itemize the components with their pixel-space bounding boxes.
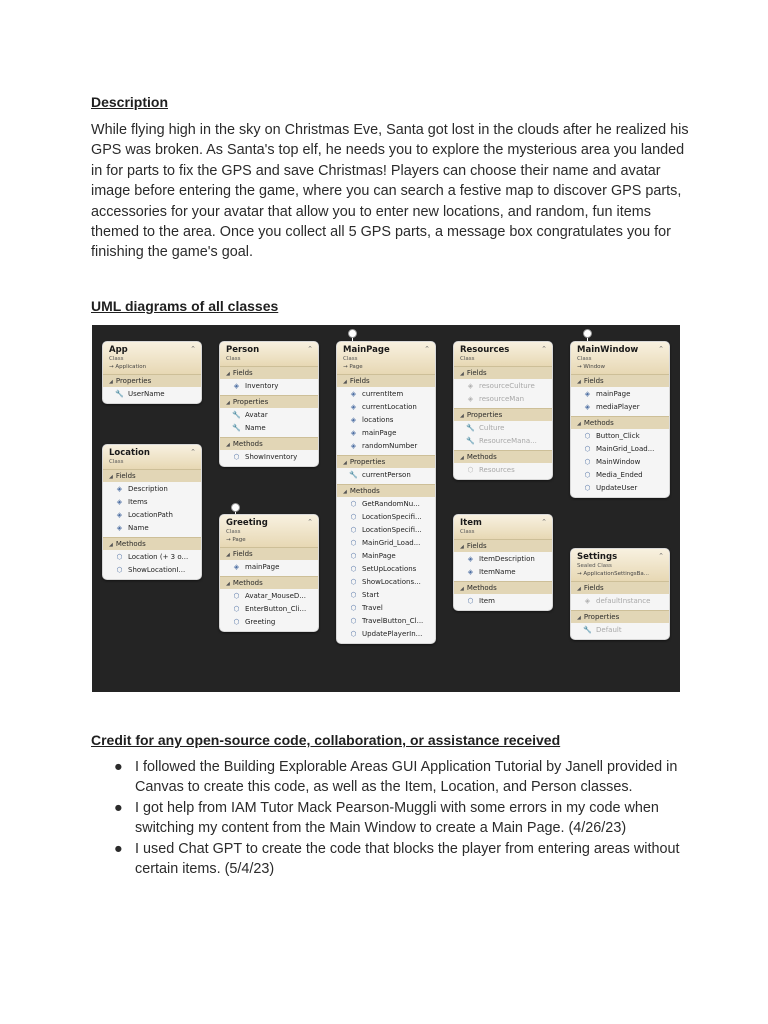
- class-box-person[interactable]: [219, 341, 319, 467]
- member-label: Media_Ended: [596, 471, 643, 479]
- expand-triangle-icon: ◢: [109, 542, 113, 548]
- field-icon: ◈: [467, 555, 474, 563]
- class-kind: Class: [226, 529, 241, 535]
- expand-triangle-icon: ◢: [460, 586, 464, 592]
- section-title: Methods: [466, 453, 497, 461]
- member-label: ItemDescription: [479, 555, 535, 563]
- section-title: Fields: [115, 472, 136, 480]
- section-title: Methods: [232, 579, 263, 587]
- class-name: Greeting: [226, 518, 268, 528]
- member-label: currentPerson: [362, 471, 411, 479]
- expand-triangle-icon: ◢: [460, 544, 464, 550]
- section-header[interactable]: [220, 366, 318, 379]
- section-title: Methods: [115, 540, 146, 548]
- member-label: Button_Click: [596, 432, 640, 440]
- member-list: [220, 560, 318, 576]
- expand-triangle-icon: ◢: [577, 379, 581, 385]
- expand-triangle-icon: ◢: [460, 371, 464, 377]
- method-icon: ⬡: [233, 618, 240, 626]
- wrench-icon: 🔧: [583, 626, 592, 634]
- class-base-type: → ApplicationSettingsBa...: [577, 571, 650, 577]
- method-icon: ⬡: [350, 500, 357, 508]
- section-title: Fields: [466, 542, 487, 550]
- wrench-icon: 🔧: [466, 437, 475, 445]
- section-header[interactable]: [571, 416, 669, 429]
- member-label: ItemName: [479, 568, 516, 576]
- class-kind: Class: [460, 529, 475, 535]
- wrench-icon: 🔧: [115, 390, 124, 398]
- member-row[interactable]: [220, 409, 318, 422]
- uml-heading: UML diagrams of all classes: [91, 298, 279, 314]
- method-icon: ⬡: [233, 605, 240, 613]
- class-kind: Class: [343, 356, 358, 362]
- member-row[interactable]: [337, 388, 435, 401]
- member-label: Culture: [479, 424, 505, 432]
- member-list: [454, 552, 552, 581]
- member-label: TravelButton_Cl...: [362, 617, 424, 625]
- class-kind: Class: [577, 356, 592, 362]
- pin-icon: [348, 329, 357, 338]
- member-list: [220, 379, 318, 395]
- member-label: SetUpLocations: [362, 565, 417, 573]
- member-row[interactable]: [454, 464, 552, 477]
- section-header[interactable]: [337, 374, 435, 387]
- field-icon: ◈: [116, 485, 123, 493]
- method-icon: ⬡: [116, 566, 123, 574]
- member-label: Travel: [362, 604, 383, 612]
- method-icon: ⬡: [584, 432, 591, 440]
- wrench-icon: 🔧: [232, 424, 241, 432]
- member-row[interactable]: [337, 414, 435, 427]
- member-row[interactable]: [337, 589, 435, 602]
- member-label: Greeting: [245, 618, 276, 626]
- section-title: Methods: [232, 440, 263, 448]
- class-box-item[interactable]: [453, 514, 553, 611]
- member-row[interactable]: [454, 595, 552, 608]
- expand-triangle-icon: ◢: [577, 421, 581, 427]
- class-name: MainWindow: [577, 345, 639, 355]
- field-icon: ◈: [350, 416, 357, 424]
- member-list: [454, 594, 552, 610]
- class-box-app[interactable]: [102, 341, 202, 404]
- field-icon: ◈: [233, 382, 240, 390]
- collapse-chevron-icon[interactable]: ⌃: [541, 345, 547, 353]
- expand-triangle-icon: ◢: [109, 379, 113, 385]
- section-title: Properties: [466, 411, 503, 419]
- expand-triangle-icon: ◢: [226, 371, 230, 377]
- section-title: Fields: [583, 377, 604, 385]
- method-icon: ⬡: [467, 466, 474, 474]
- member-row[interactable]: [103, 522, 201, 535]
- class-header: [571, 342, 669, 374]
- expand-triangle-icon: ◢: [109, 474, 113, 480]
- member-row[interactable]: [571, 482, 669, 495]
- section-header[interactable]: [337, 484, 435, 497]
- member-label: MainPage: [362, 552, 396, 560]
- expand-triangle-icon: ◢: [343, 489, 347, 495]
- method-icon: ⬡: [584, 445, 591, 453]
- field-icon: ◈: [467, 395, 474, 403]
- member-row[interactable]: [571, 456, 669, 469]
- credit-text: I used Chat GPT to create the code that blocks the player from entering areas without certain items. (5/4/23): [135, 840, 680, 878]
- section-title: Properties: [115, 377, 152, 385]
- member-row[interactable]: [571, 595, 669, 608]
- section-title: Methods: [583, 419, 614, 427]
- credit-item: [91, 757, 691, 798]
- class-name: App: [109, 345, 128, 355]
- member-label: ResourceMana...: [479, 437, 537, 445]
- member-list: [454, 421, 552, 450]
- bullet-icon: ●: [114, 840, 123, 857]
- member-label: randomNumber: [362, 442, 418, 450]
- class-base-type: → Page: [226, 537, 246, 543]
- section-header[interactable]: [103, 469, 201, 482]
- member-row[interactable]: [571, 469, 669, 482]
- credits-heading: Credit for any open-source code, collaboration, or assistance received: [91, 732, 561, 748]
- method-icon: ⬡: [584, 471, 591, 479]
- field-icon: ◈: [584, 403, 591, 411]
- member-label: UpdateUser: [596, 484, 638, 492]
- section-title: Properties: [349, 458, 386, 466]
- member-list: [220, 589, 318, 631]
- class-header: [337, 342, 435, 374]
- member-row[interactable]: [103, 388, 201, 401]
- collapse-chevron-icon[interactable]: ⌃: [658, 552, 664, 560]
- collapse-chevron-icon[interactable]: ⌃: [307, 345, 313, 353]
- class-header: [103, 342, 201, 374]
- collapse-chevron-icon[interactable]: ⌃: [541, 518, 547, 526]
- member-row[interactable]: [454, 380, 552, 393]
- section-title: Fields: [349, 377, 370, 385]
- member-list: [220, 450, 318, 466]
- member-row[interactable]: [454, 566, 552, 579]
- class-name: Settings: [577, 552, 618, 562]
- class-box-location[interactable]: [102, 444, 202, 580]
- member-list: [337, 468, 435, 484]
- credit-item: [91, 798, 691, 839]
- class-header: [571, 549, 669, 581]
- wrench-icon: 🔧: [349, 471, 358, 479]
- section-header[interactable]: [454, 539, 552, 552]
- member-label: Avatar_MouseD...: [245, 592, 307, 600]
- member-row[interactable]: [454, 422, 552, 435]
- member-list: [454, 379, 552, 408]
- class-kind: Class: [226, 356, 241, 362]
- class-header: [454, 342, 552, 366]
- section-title: Methods: [466, 584, 497, 592]
- member-list: [571, 594, 669, 610]
- method-icon: ⬡: [233, 453, 240, 461]
- bullet-icon: ●: [114, 799, 123, 816]
- method-icon: ⬡: [350, 630, 357, 638]
- expand-triangle-icon: ◢: [577, 615, 581, 621]
- section-header[interactable]: [571, 374, 669, 387]
- field-icon: ◈: [350, 442, 357, 450]
- member-list: [337, 497, 435, 643]
- expand-triangle-icon: ◢: [343, 379, 347, 385]
- section-header[interactable]: [220, 437, 318, 450]
- wrench-icon: 🔧: [466, 424, 475, 432]
- class-header: [103, 445, 201, 469]
- member-label: defaultInstance: [596, 597, 651, 605]
- member-list: [571, 429, 669, 497]
- field-icon: ◈: [350, 390, 357, 398]
- member-label: Avatar: [245, 411, 268, 419]
- member-label: ShowInventory: [245, 453, 298, 461]
- member-label: MainWindow: [596, 458, 641, 466]
- class-base-type: → Page: [343, 364, 363, 370]
- member-row[interactable]: [571, 388, 669, 401]
- class-header: [454, 515, 552, 539]
- class-name: MainPage: [343, 345, 390, 355]
- section-header[interactable]: [103, 537, 201, 550]
- member-row[interactable]: [220, 380, 318, 393]
- method-icon: ⬡: [467, 597, 474, 605]
- class-kind: Class: [109, 459, 124, 465]
- section-header[interactable]: [454, 450, 552, 463]
- member-row[interactable]: [337, 537, 435, 550]
- credit-text: I got help from IAM Tutor Mack Pearson-Muggli with some errors in my code when switching my content from the Main Window to create a Main Page. (4/26/23): [135, 799, 659, 837]
- class-name: Location: [109, 448, 150, 458]
- collapse-chevron-icon[interactable]: ⌃: [658, 345, 664, 353]
- member-list: [571, 387, 669, 416]
- member-row[interactable]: [571, 624, 669, 637]
- member-label: Inventory: [245, 382, 279, 390]
- member-row[interactable]: [103, 551, 201, 564]
- class-base-type: → Window: [577, 364, 606, 370]
- member-row[interactable]: [337, 576, 435, 589]
- member-label: Location (+ 3 o...: [128, 553, 189, 561]
- member-list: [103, 482, 201, 537]
- member-label: Name: [128, 524, 149, 532]
- member-label: mainPage: [245, 563, 280, 571]
- description-text: While flying high in the sky on Christmas Eve, Santa got lost in the clouds after he realized his GPS was broken. As Santa's top elf, he needs you to explore the mysterious area you landed in for parts to fix the GPS and save Christmas! Players can choose their name and avatar image before entering the game, where you can search a festive map to discover GPS parts, accessories for your avatar that allow you to enter new locations, and random, fun items themed to the area. Once you collect all 5 GPS parts, a message box congratulates you for finishing the game's goal.: [91, 122, 689, 261]
- member-row[interactable]: [103, 564, 201, 577]
- expand-triangle-icon: ◢: [226, 552, 230, 558]
- bullet-icon: ●: [114, 759, 123, 775]
- class-box-greeting[interactable]: [219, 514, 319, 632]
- section-title: Properties: [583, 613, 620, 621]
- member-label: Default: [596, 626, 622, 634]
- member-row[interactable]: [454, 393, 552, 406]
- section-title: Methods: [349, 487, 380, 495]
- member-row[interactable]: [571, 401, 669, 414]
- class-box-mainpage[interactable]: [336, 341, 436, 644]
- section-title: Fields: [583, 584, 604, 592]
- section-header[interactable]: [454, 366, 552, 379]
- uml-class-diagram: [92, 325, 680, 692]
- member-row[interactable]: [337, 401, 435, 414]
- member-list: [103, 387, 201, 403]
- field-icon: ◈: [467, 382, 474, 390]
- expand-triangle-icon: ◢: [226, 400, 230, 406]
- class-header: [220, 342, 318, 366]
- class-name: Person: [226, 345, 260, 355]
- member-label: mainPage: [362, 429, 397, 437]
- pin-icon: [231, 503, 240, 512]
- member-label: Description: [128, 485, 168, 493]
- section-title: Properties: [232, 398, 269, 406]
- member-label: LocationSpecifi...: [362, 513, 422, 521]
- member-row[interactable]: [337, 440, 435, 453]
- method-icon: ⬡: [350, 565, 357, 573]
- field-icon: ◈: [233, 563, 240, 571]
- member-list: [337, 387, 435, 455]
- method-icon: ⬡: [350, 604, 357, 612]
- expand-triangle-icon: ◢: [226, 581, 230, 587]
- section-title: Fields: [232, 550, 253, 558]
- member-label: Resources: [479, 466, 515, 474]
- class-header: [220, 515, 318, 547]
- member-row[interactable]: [220, 422, 318, 435]
- field-icon: ◈: [584, 597, 591, 605]
- member-list: [454, 463, 552, 479]
- expand-triangle-icon: ◢: [226, 442, 230, 448]
- section-header[interactable]: [220, 576, 318, 589]
- collapse-chevron-icon[interactable]: ⌃: [190, 345, 196, 353]
- field-icon: ◈: [116, 511, 123, 519]
- pin-icon: [583, 329, 592, 338]
- method-icon: ⬡: [350, 552, 357, 560]
- member-row[interactable]: [103, 483, 201, 496]
- member-row[interactable]: [337, 602, 435, 615]
- section-header[interactable]: [571, 610, 669, 623]
- wrench-icon: 🔧: [232, 411, 241, 419]
- section-header[interactable]: [454, 408, 552, 421]
- member-label: MainGrid_Load...: [596, 445, 655, 453]
- member-list: [103, 550, 201, 579]
- method-icon: ⬡: [350, 526, 357, 534]
- member-row[interactable]: [103, 496, 201, 509]
- method-icon: ⬡: [584, 458, 591, 466]
- expand-triangle-icon: ◢: [343, 460, 347, 466]
- member-row[interactable]: [337, 615, 435, 628]
- field-icon: ◈: [467, 568, 474, 576]
- field-icon: ◈: [116, 524, 123, 532]
- member-label: mainPage: [596, 390, 631, 398]
- field-icon: ◈: [584, 390, 591, 398]
- member-label: ShowLocationI...: [128, 566, 186, 574]
- member-row[interactable]: [337, 628, 435, 641]
- section-header[interactable]: [571, 581, 669, 594]
- expand-triangle-icon: ◢: [460, 413, 464, 419]
- field-icon: ◈: [350, 429, 357, 437]
- member-label: MainGrid_Load...: [362, 539, 421, 547]
- member-row[interactable]: [337, 511, 435, 524]
- expand-triangle-icon: ◢: [577, 586, 581, 592]
- method-icon: ⬡: [584, 484, 591, 492]
- member-label: ShowLocations...: [362, 578, 421, 586]
- class-kind: Class: [460, 356, 475, 362]
- member-row[interactable]: [220, 451, 318, 464]
- member-row[interactable]: [220, 603, 318, 616]
- member-label: GetRandomNu...: [362, 500, 420, 508]
- member-row[interactable]: [220, 561, 318, 574]
- member-row[interactable]: [454, 553, 552, 566]
- section-header[interactable]: [220, 547, 318, 560]
- collapse-chevron-icon[interactable]: ⌃: [307, 518, 313, 526]
- member-label: currentItem: [362, 390, 404, 398]
- member-label: resourceMan: [479, 395, 525, 403]
- class-base-type: → Application: [109, 364, 147, 370]
- credits-list: [91, 757, 691, 879]
- member-label: UserName: [128, 390, 165, 398]
- method-icon: ⬡: [350, 617, 357, 625]
- member-list: [220, 408, 318, 437]
- collapse-chevron-icon[interactable]: ⌃: [190, 448, 196, 456]
- credit-item: [91, 839, 691, 880]
- member-row[interactable]: [337, 550, 435, 563]
- member-row[interactable]: [337, 524, 435, 537]
- class-kind: Class: [109, 356, 124, 362]
- member-label: EnterButton_Cli...: [245, 605, 307, 613]
- method-icon: ⬡: [350, 513, 357, 521]
- credit-text: I followed the Building Explorable Areas GUI Application Tutorial by Janell provided in Canvas to create this code, as well as the Item, Location, and Person classes.: [135, 759, 678, 796]
- member-row[interactable]: [337, 427, 435, 440]
- member-label: locations: [362, 416, 394, 424]
- member-row[interactable]: [571, 443, 669, 456]
- section-header[interactable]: [103, 374, 201, 387]
- class-name: Item: [460, 518, 482, 528]
- method-icon: ⬡: [233, 592, 240, 600]
- member-row[interactable]: [337, 498, 435, 511]
- class-kind: Sealed Class: [577, 563, 612, 569]
- method-icon: ⬡: [116, 553, 123, 561]
- method-icon: ⬡: [350, 578, 357, 586]
- member-label: Start: [362, 591, 380, 599]
- member-row[interactable]: [220, 616, 318, 629]
- member-row[interactable]: [571, 430, 669, 443]
- member-label: currentLocation: [362, 403, 417, 411]
- field-icon: ◈: [116, 498, 123, 506]
- class-box-resources[interactable]: [453, 341, 553, 480]
- member-label: UpdatePlayerIn...: [362, 630, 423, 638]
- description-heading: Description: [91, 94, 169, 110]
- member-row[interactable]: [337, 469, 435, 482]
- member-label: resourceCulture: [479, 382, 535, 390]
- member-label: LocationPath: [128, 511, 173, 519]
- collapse-chevron-icon[interactable]: ⌃: [424, 345, 430, 353]
- method-icon: ⬡: [350, 539, 357, 547]
- member-row[interactable]: [454, 435, 552, 448]
- expand-triangle-icon: ◢: [460, 455, 464, 461]
- class-box-mainwindow[interactable]: [570, 341, 670, 498]
- member-list: [571, 623, 669, 639]
- member-label: Name: [245, 424, 266, 432]
- method-icon: ⬡: [350, 591, 357, 599]
- section-header[interactable]: [220, 395, 318, 408]
- member-label: Items: [128, 498, 148, 506]
- member-row[interactable]: [220, 590, 318, 603]
- member-label: Item: [479, 597, 495, 605]
- section-header[interactable]: [454, 581, 552, 594]
- member-row[interactable]: [337, 563, 435, 576]
- section-header[interactable]: [337, 455, 435, 468]
- member-row[interactable]: [103, 509, 201, 522]
- class-box-settings[interactable]: [570, 548, 670, 640]
- section-title: Fields: [232, 369, 253, 377]
- class-name: Resources: [460, 345, 510, 355]
- section-title: Fields: [466, 369, 487, 377]
- member-label: mediaPlayer: [596, 403, 640, 411]
- member-label: LocationSpecifi...: [362, 526, 422, 534]
- field-icon: ◈: [350, 403, 357, 411]
